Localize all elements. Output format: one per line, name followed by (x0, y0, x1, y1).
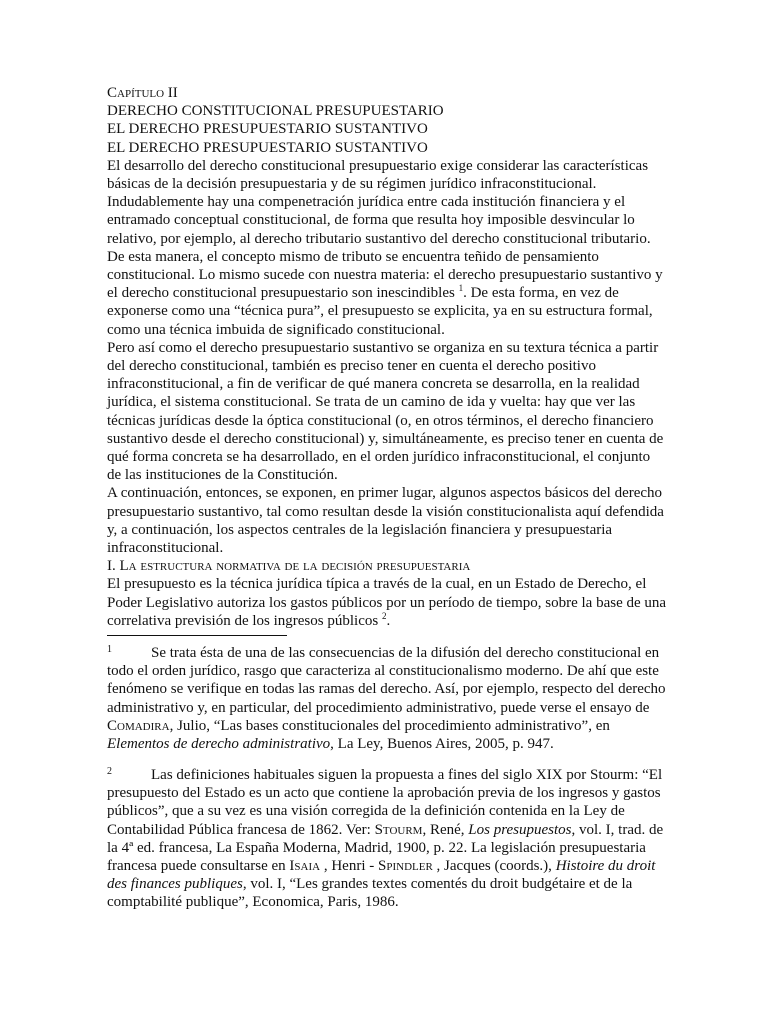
footnote-2-book-title-2: Histoire du droit des finances publiques (107, 858, 656, 893)
paragraph-3: A continuación, entonces, se exponen, en primer lugar, algunos aspectos básicos del derecho presupuestario sustantivo, tal como resultan desde la visión constitucionalista aquí defendida y, a continuación, los aspectos centrales de la legislación financiera y presupuestaria infraconstitucional. (107, 485, 664, 557)
paragraph-1-text: El desarrollo del derecho constitucional presupuestario exige considerar las características básicas de la decisión presupuestaria y de su régimen jurídico infraconstitucional. Indudablemente hay una compenetración jurídica entre cada institución financiera y el entramado conceptual constitucional, de forma que resulta hoy imposible desvincular lo relativo, por ejemplo, al derecho tributario sustantivo del derecho constitucional tributario. De esta manera, el concepto mismo de tributo se encuentra teñido de pensamiento constitucional. Lo mismo sucede con nuestra materia: el derecho presupuestario sustantivo y el derecho constitucional presupuestario son inescindibles (107, 157, 663, 302)
section-heading: I. La estructura normativa de la decisión presupuestaria (107, 558, 471, 575)
footnote-1-book-title: Elementos de derecho administrativo (107, 736, 331, 753)
footnote-1-author: Comadira (107, 717, 170, 734)
section-paragraph-text-end: . (386, 612, 391, 629)
footnote-1: 1 Se trata ésta de una de las consecuencias de la difusión del derecho constitucional en todo el orden jurídico, rasgo que caracteriza al constitucionalismo moderno. De ahí que este fenómeno se verifique en todas las ramas del derecho. Así, por ejemplo, respecto del derecho administrativo y, en particular, del procedimiento administrativo, puede verse el ensayo de Comadira, Julio, “Las bases constitucionales del procedimiento administrativo”, en Elementos de derecho administrativo, La Ley, Buenos Aires, 2005, p. 947. (107, 644, 666, 753)
footnote-2-text-5: , Jacques (coords.), (432, 858, 556, 875)
footnote-2: 2 Las definiciones habituales siguen la propuesta a fines del siglo XIX por Stourm: “El presupuesto del Estado es un acto que contiene la aprobación previa de los ingresos y gastos públicos”, que a su vez es una visión corregida de la definición contenida en la Ley de Contabilidad Pública francesa de 1862. Ver: Stourm, René, Los presupuestos, vol. I, trad. de la 4ª ed. francesa, La España Moderna, Madrid, 1900, p. 22. La legislación presupuestaria francesa puede consultarse en Isaia , Henri - Spindler , Jacques (coords.), Histoire du droit des finances publiques, vol. I, “Les grandes textes comentés du droit budgétaire et de la comptabilité publique”, Economica, Paris, 1986. (107, 766, 664, 911)
chapter-label: Capítulo II (107, 85, 178, 101)
section-paragraph-text: El presupuesto es la técnica jurídica típica a través de la cual, en un Estado de Derecho, el Poder Legislativo autoriza los gastos públicos por un período de tiempo, sobre la base de una correlativa previsión de los ingresos públicos (107, 576, 667, 629)
footnote-2-book-title: Los presupuestos (468, 821, 572, 838)
chapter-title: DERECHO CONSTITUCIONAL PRESUPUESTARIO (107, 103, 444, 120)
footnote-2-text-2: , René, (422, 821, 469, 838)
footnote-2-author-spindler: Spindler (378, 858, 433, 875)
footnote-1-text-2: , Julio, “Las bases constitucionales del procedimiento administrativo”, en (169, 717, 610, 734)
footnote-2-text: Las definiciones habituales siguen la propuesta a fines del siglo XIX por Stourm: “El presupuesto del Estado es un acto que contiene la aprobación previa de los ingresos y gastos públicos”, que a su vez es una visión corregida de la definición contenida en la Ley de Contabilidad Pública francesa de 1862. Ver: (107, 767, 663, 838)
footnote-2-text-3: , vol. I, trad. de la 4ª ed. francesa, La España Moderna, Madrid, 1900, p. 22. La legislación presupuestaria francesa puede consultarse en (107, 821, 664, 875)
footnote-ref-2[interactable]: 2 (381, 610, 387, 621)
chapter-subtitle: EL DERECHO PRESUPUESTARIO SUSTANTIVO (107, 121, 428, 138)
section-paragraph (107, 575, 667, 630)
paragraph-1 (107, 157, 667, 339)
footnote-2-author-isaia: Isaia (289, 858, 321, 875)
chapter-subtitle-repeat: EL DERECHO PRESUPUESTARIO SUSTANTIVO (107, 139, 428, 156)
paragraph-1-text-end: . De esta forma, en vez de exponerse como una “técnica pura”, el presupuesto se explicita, ya en su estructura formal, como una técnica imbuida de significado constitucional. (107, 285, 653, 338)
paragraph-2: Pero así como el derecho presupuestario sustantivo se organiza en su textura técnica a partir del derecho constitucional, también es preciso tener en cuenta el derecho positivo infraconstitucional, a fin de verificar de qué manera concreta se desarrolla, en la realidad jurídica, el sistema constitucional. Se trata de un camino de ida y vuelta: hay que ver las técnicas jurídicas desde la óptica constitucional (o, en otros términos, el derecho financiero sustantivo desde el derecho constitucional) y, simultáneamente, es preciso tener en cuenta de qué forma concreta se ha desarrollado, en el orden jurídico infraconstitucional, el conjunto de las instituciones de la Constitución. (107, 339, 664, 484)
footnote-2-text-6: , vol. I, “Les grandes textes comentés du droit budgétaire et de la comptabilité publique”, Economica, Paris, 1986. (107, 876, 633, 911)
footnote-2-author-stourm: Stourm (374, 821, 423, 838)
main-text (107, 84, 667, 630)
footnote-2-text-4: , Henri - (320, 858, 378, 875)
footnote-ref-1[interactable]: 1 (458, 283, 464, 294)
footnote-separator (107, 635, 287, 636)
footnote-1-text-3: , La Ley, Buenos Aires, 2005, p. 947. (330, 736, 554, 753)
footnote-1-text: Se trata ésta de una de las consecuencias de la difusión del derecho constitucional en todo el orden jurídico, rasgo que caracteriza al constitucionalismo moderno. De ahí que este fenómeno se verifique en todas las ramas del derecho. Así, por ejemplo, respecto del derecho administrativo y, en particular, del procedimiento administrativo, puede verse el ensayo de (107, 645, 666, 716)
